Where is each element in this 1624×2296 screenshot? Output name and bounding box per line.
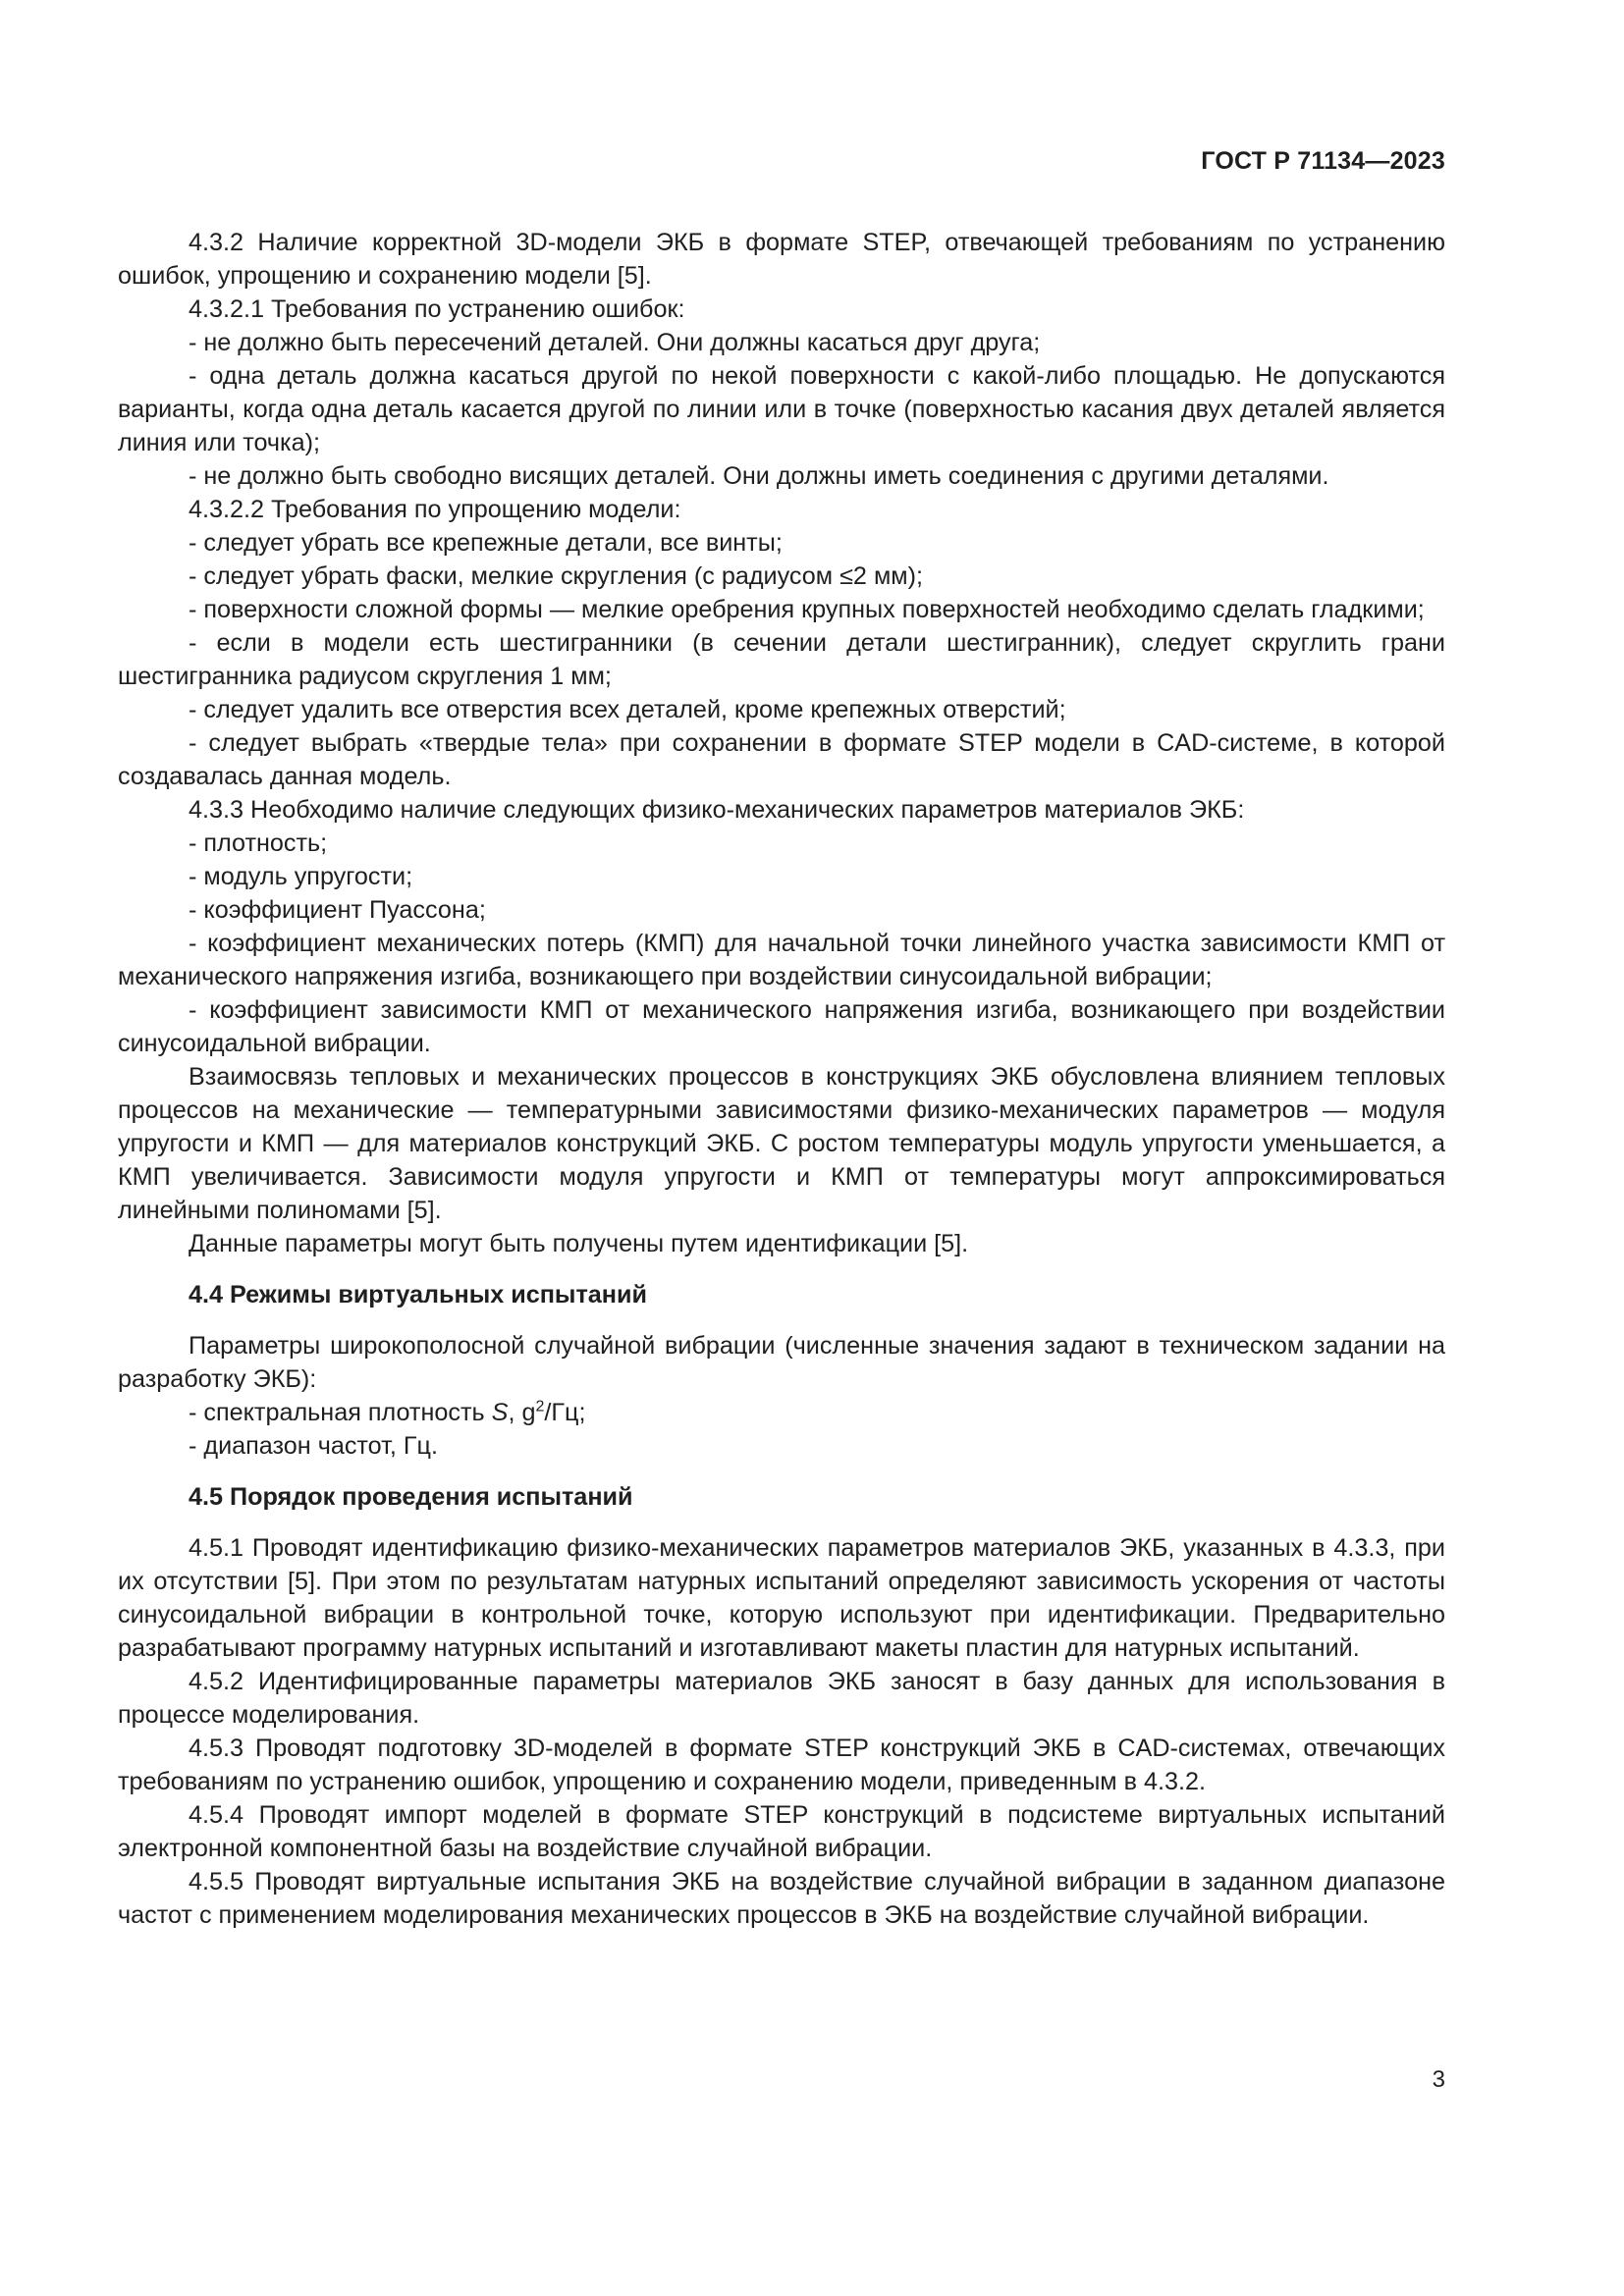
list-item: - поверхности сложной формы — мелкие оребрения крупных поверхностей необходимо сделать гладкими; [189, 596, 1425, 623]
list-item-text: - спектральная плотность [189, 1399, 492, 1426]
paragraph: 4.3.2.2 Требования по упрощению модели: [189, 496, 681, 523]
list-item: - диапазон частот, Гц. [189, 1432, 438, 1460]
symbol-s: S [491, 1399, 509, 1426]
list-item: - коэффициент зависимости КМП от механического напряжения изгиба, возникающего при воздействии синусоидальной вибрации. [118, 996, 1445, 1057]
list-item: - коэффициент механических потерь (КМП) для начальной точки линейного участка зависимости КМП от механического напряжения изгиба, возникающего при воздействии синусоидальной вибрации; [118, 930, 1445, 990]
list-item: - не должно быть свободно висящих деталей. Они должны иметь соединения с другими деталями. [189, 462, 1329, 490]
paragraph: 4.5.5 Проводят виртуальные испытания ЭКБ на воздействие случайной вибрации в заданном диапазоне частот с применением моделирования механических процессов в ЭКБ на воздействие случайной вибрации. [118, 1868, 1445, 1929]
list-item-spectral-density [118, 1396, 1445, 1429]
list-item-text: , g [508, 1399, 536, 1426]
list-item: - следует убрать все крепежные детали, все винты; [189, 529, 783, 557]
list-item: - коэффициент Пуассона; [189, 896, 486, 924]
list-item: - если в модели есть шестигранники (в сечении детали шестигранник), следует скруглить грани шестигранника радиусом скругления 1 мм; [118, 629, 1445, 690]
list-item: - плотность; [189, 829, 328, 857]
list-item: - следует выбрать «твердые тела» при сохранении в формате STEP модели в CAD-системе, в которой создавалась данная модель. [118, 729, 1445, 790]
paragraph: Взаимосвязь тепловых и механических процессов в конструкциях ЭКБ обусловлена влиянием тепловых процессов на механические — температурными зависимостями физико-механических параметров — модуля упругости и КМП — для материалов конструкций ЭКБ. С ростом температуры модуль упругости уменьшается, а КМП увеличивается. Зависимости модуля упругости и КМП от температуры могут аппроксимироваться линейными полиномами [5]. [118, 1063, 1445, 1224]
paragraph: 4.5.4 Проводят импорт моделей в формате STEP конструкций в подсистеме виртуальных испытаний электронной компонентной базы на воздействие случайной вибрации. [118, 1801, 1445, 1862]
section-heading-4-4: 4.4 Режимы виртуальных испытаний [189, 1281, 647, 1308]
list-item: - следует убрать фаски, мелкие скругления (с радиусом ≤2 мм); [189, 562, 923, 590]
paragraph: 4.3.3 Необходимо наличие следующих физико-механических параметров материалов ЭКБ: [189, 796, 1245, 824]
paragraph: Данные параметры могут быть получены путем идентификации [5]. [189, 1230, 969, 1257]
list-item-text: /Гц; [544, 1399, 586, 1426]
list-item: - не должно быть пересечений деталей. Они должны касаться друг друга; [189, 329, 1041, 356]
paragraph: 4.5.2 Идентифицированные параметры материалов ЭКБ заносят в базу данных для использования в процессе моделирования. [118, 1668, 1445, 1729]
page-body [118, 226, 1445, 1932]
list-item: - следует удалить все отверстия всех деталей, кроме крепежных отверстий; [189, 696, 1066, 723]
page-number: 3 [1432, 2066, 1445, 2093]
paragraph: 4.5.3 Проводят подготовку 3D-моделей в формате STEP конструкций ЭКБ в CAD-системах, отвечающих требованиям по устранению ошибок, упрощению и сохранению модели, приведенным в 4.3.2. [118, 1735, 1445, 1795]
superscript: 2 [535, 1398, 545, 1415]
list-item: - модуль упругости; [189, 863, 413, 890]
list-item: - одна деталь должна касаться другой по некой поверхности с какой-либо площадью. Не допускаются варианты, когда одна деталь касается другой по линии или в точке (поверхностью касания двух деталей является линия или точка); [118, 362, 1445, 456]
document-code-header: ГОСТ Р 71134—2023 [1201, 147, 1445, 175]
paragraph: Параметры широкополосной случайной вибрации (численные значения задают в техническом задании на разработку ЭКБ): [118, 1332, 1445, 1393]
paragraph: 4.3.2 Наличие корректной 3D-модели ЭКБ в формате STEP, отвечающей требованиям по устранению ошибок, упрощению и сохранению модели [5]. [118, 229, 1445, 290]
paragraph: 4.5.1 Проводят идентификацию физико-механических параметров материалов ЭКБ, указанных в 4.3.3, при их отсутствии [5]. При этом по результатам натурных испытаний определяют зависимость ускорения от частоты синусоидальной вибрации в контрольной точке, которую используют при идентификации. Предварительно разрабатывают программу натурных испытаний и изготавливают макеты пластин для натурных испытаний. [118, 1534, 1445, 1662]
paragraph: 4.3.2.1 Требования по устранению ошибок: [189, 295, 685, 323]
section-heading-4-5: 4.5 Порядок проведения испытаний [189, 1483, 633, 1511]
